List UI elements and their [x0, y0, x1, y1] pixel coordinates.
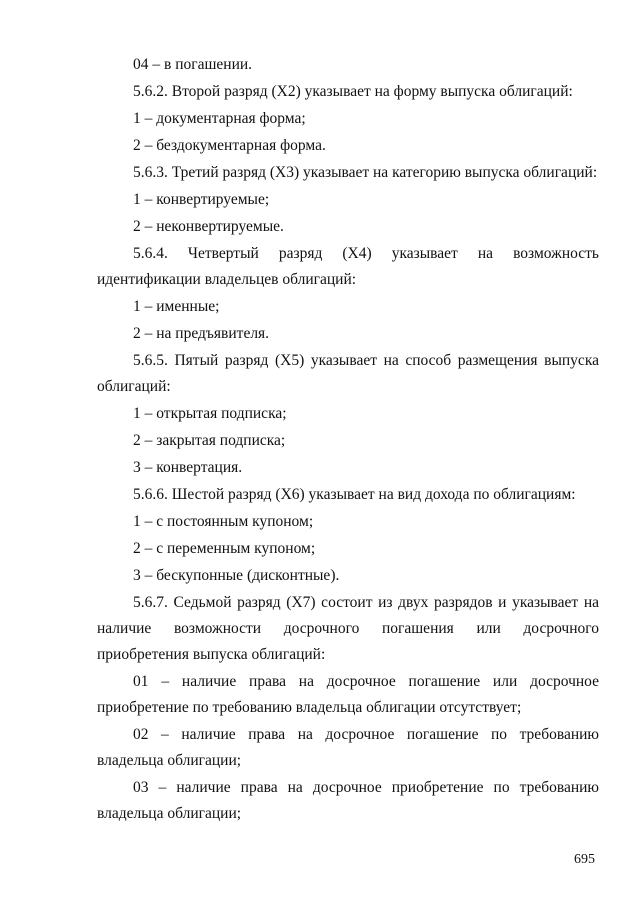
paragraph: 5.6.6. Шестой разряд (X6) указывает на вид дохода по облигациям:: [133, 486, 576, 503]
paragraph: 02 – наличие права на досрочное погашение по требованию владельца облигации;: [97, 726, 599, 769]
paragraph: 2 – бездокументарная форма.: [133, 137, 326, 154]
paragraph: 1 – конвертируемые;: [133, 191, 270, 208]
paragraph: 5.6.4. Четвертый разряд (X4) указывает на возможность идентификации владельцев облигаций:: [97, 245, 599, 288]
paragraph: 1 – с постоянным купоном;: [133, 513, 314, 530]
paragraph: 1 – именные;: [133, 298, 220, 315]
paragraph: 3 – конвертация.: [133, 459, 243, 476]
paragraph: 03 – наличие права на досрочное приобретение по требованию владельца облигации;: [97, 779, 599, 822]
paragraph: 5.6.5. Пятый разряд (X5) указывает на способ размещения выпуска облигаций:: [97, 352, 599, 395]
paragraph: 04 – в погашении.: [133, 56, 253, 73]
paragraph: 5.6.3. Третий разряд (X3) указывает на категорию выпуска облигаций:: [133, 164, 598, 181]
paragraph: 2 – закрытая подписка;: [133, 432, 286, 449]
paragraph: 1 – открытая подписка;: [133, 405, 287, 422]
paragraph: 2 – на предъявителя.: [133, 325, 270, 342]
paragraph: 2 – неконвертируемые.: [133, 218, 284, 235]
paragraph: 3 – бескупонные (дисконтные).: [133, 567, 340, 584]
paragraph: 5.6.7. Седьмой разряд (X7) состоит из двух разрядов и указывает на наличие возможности досрочного погашения или досрочного приобретения выпуска облигаций:: [97, 594, 599, 663]
paragraph: 5.6.2. Второй разряд (X2) указывает на форму выпуска облигаций:: [133, 83, 573, 100]
paragraph: 01 – наличие права на досрочное погашение или досрочное приобретение по требованию владельца облигации отсутствует;: [97, 673, 599, 716]
paragraph: 2 – с переменным купоном;: [133, 540, 316, 557]
document-body: [97, 52, 599, 827]
paragraph: 1 – документарная форма;: [133, 110, 306, 127]
page-number: 695: [574, 852, 595, 867]
